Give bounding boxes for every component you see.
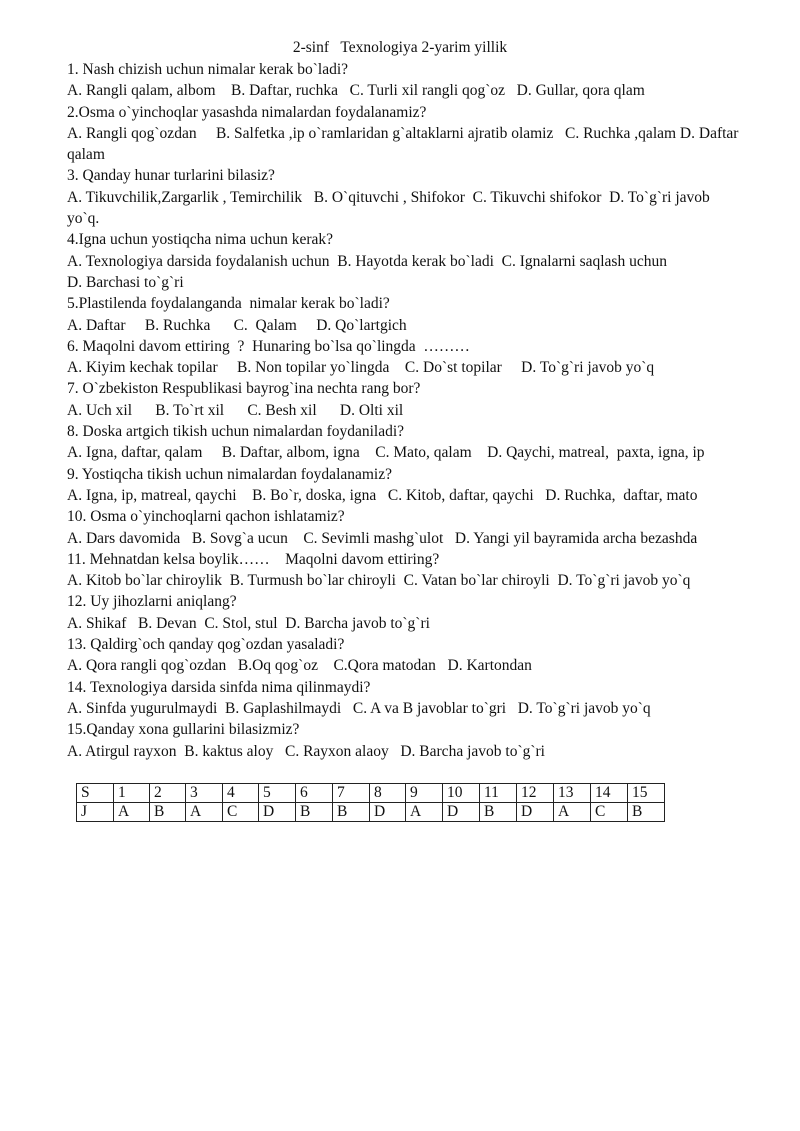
question-line: 8. Doska artgich tikish uchun nimalardan foydaniladi?: [67, 423, 405, 441]
answer-key-cell: S: [77, 784, 114, 803]
page-title: 2-sinf Texnologiya 2-yarim yillik: [292, 39, 508, 56]
answer-key-cell: 8: [370, 784, 406, 803]
answer-key-question-row: [77, 784, 665, 803]
answer-key-cell: 14: [591, 784, 628, 803]
answer-options-line: A. Igna, ip, matreal, qaychi B. Bo`r, doska, igna C. Kitob, daftar, qaychi D. Ruchka, daftar, mato: [67, 486, 698, 504]
question-line: 2.Osma o`yinchoqlar yasashda nimalardan foydalanamiz?: [67, 103, 427, 121]
answer-key-cell: 11: [480, 784, 517, 803]
question-line: 6. Maqolni davom ettiring ? Hunaring bo`lsa qo`lingda ………: [67, 337, 470, 355]
question-line: 10. Osma o`yinchoqlarni qachon ishlatamiz?: [67, 508, 345, 526]
answer-key-cell: B: [628, 803, 665, 822]
answer-options-line: A. Rangli qalam, albom B. Daftar, ruchka C. Turli xil rangli qog`oz D. Gullar, qora qlam: [67, 82, 645, 100]
answer-key-cell: 15: [628, 784, 665, 803]
answer-options-continuation: qalam: [67, 146, 105, 164]
question-line: 14. Texnologiya darsida sinfda nima qilinmaydi?: [67, 678, 371, 696]
answer-key-cell: A: [114, 803, 150, 822]
question-line: 13. Qaldirg`och qanday qog`ozdan yasaladi?: [67, 636, 345, 654]
answer-key-cell: D: [517, 803, 554, 822]
answer-key-cell: C: [591, 803, 628, 822]
answer-options-line: A. Daftar B. Ruchka C. Qalam D. Qo`lartgich: [67, 316, 407, 334]
answer-options-line: A. Igna, daftar, qalam B. Daftar, albom, igna C. Mato, qalam D. Qaychi, matreal, paxta, igna, ip: [67, 444, 705, 462]
answer-key-cell: B: [296, 803, 333, 822]
answer-key-cell: B: [333, 803, 370, 822]
question-line: 3. Qanday hunar turlarini bilasiz?: [67, 167, 275, 185]
answer-options-continuation: yo`q.: [67, 210, 100, 228]
answer-key-cell: 10: [443, 784, 480, 803]
answer-key-table: [76, 783, 665, 822]
question-line: 1. Nash chizish uchun nimalar kerak bo`ladi?: [67, 61, 349, 78]
answer-options-line: A. Atirgul rayxon B. kaktus aloy C. Rayxon alaoy D. Barcha javob to`g`ri: [67, 742, 545, 760]
answer-key-cell: J: [77, 803, 114, 822]
answer-options-line: A. Tikuvchilik,Zargarlik , Temirchilik B. O`qituvchi , Shifokor C. Tikuvchi shifokor D. To`g`ri javob: [67, 188, 710, 206]
question-line: 5.Plastilenda foydalanganda nimalar kerak bo`ladi?: [67, 295, 390, 313]
answer-options-continuation: D. Barchasi to`g`ri: [67, 273, 184, 291]
answer-key-cell: D: [259, 803, 296, 822]
answer-key-cell: 1: [114, 784, 150, 803]
answer-key-answer-row: [77, 803, 665, 822]
answer-key-cell: D: [370, 803, 406, 822]
answer-options-line: A. Texnologiya darsida foydalanish uchun B. Hayotda kerak bo`ladi C. Ignalarni saqlash uchun: [67, 252, 667, 270]
answer-key-cell: 5: [259, 784, 296, 803]
questions-section: [67, 59, 772, 762]
answer-key-cell: 2: [150, 784, 186, 803]
question-line: 15.Qanday xona gullarini bilasizmiz?: [67, 721, 300, 739]
answer-key-cell: A: [406, 803, 443, 822]
answer-key-cell: 9: [406, 784, 443, 803]
answer-options-line: A. Dars davomida B. Sovg`a ucun C. Sevimli mashg`ulot D. Yangi yil bayramida archa bezashda: [67, 529, 698, 547]
answer-key-cell: B: [150, 803, 186, 822]
question-line: 11. Mehnatdan kelsa boylik…… Maqolni davom ettiring?: [67, 550, 440, 568]
answer-key-cell: D: [443, 803, 480, 822]
answer-key-cell: 13: [554, 784, 591, 803]
question-line: 4.Igna uchun yostiqcha nima uchun kerak?: [67, 231, 333, 249]
answer-key-cell: 7: [333, 784, 370, 803]
answer-options-line: A. Sinfda yugurulmaydi B. Gaplashilmaydi C. A va B javoblar to`gri D. To`g`ri javob yo`q: [67, 699, 651, 717]
question-line: 7. O`zbekiston Respublikasi bayrog`ina nechta rang bor?: [67, 380, 421, 398]
answer-key-cell: 3: [186, 784, 223, 803]
answer-options-line: A. Shikaf B. Devan C. Stol, stul D. Barcha javob to`g`ri: [67, 614, 430, 632]
question-line: 12. Uy jihozlarni aniqlang?: [67, 593, 237, 611]
answer-key-cell: 4: [223, 784, 259, 803]
answer-options-line: A. Uch xil B. To`rt xil C. Besh xil D. Olti xil: [67, 401, 404, 419]
answer-key-cell: 6: [296, 784, 333, 803]
answer-key-cell: B: [480, 803, 517, 822]
answer-key-cell: A: [186, 803, 223, 822]
answer-key-cell: A: [554, 803, 591, 822]
question-line: 9. Yostiqcha tikish uchun nimalardan foydalanamiz?: [67, 465, 393, 483]
answer-options-line: A. Kitob bo`lar chiroylik B. Turmush bo`lar chiroyli C. Vatan bo`lar chiroyli D. To`g`ri javob yo`q: [67, 572, 691, 590]
answer-key-cell: C: [223, 803, 259, 822]
answer-options-line: A. Kiyim kechak topilar B. Non topilar yo`lingda C. Do`st topilar D. To`g`ri javob yo`q: [67, 359, 655, 377]
answer-options-line: A. Rangli qog`ozdan B. Salfetka ,ip o`ramlaridan g`altaklarni ajratib olamiz C. Ruchka ,qalam D. Daftar: [67, 124, 739, 142]
answer-key-cell: 12: [517, 784, 554, 803]
answer-options-line: A. Qora rangli qog`ozdan B.Oq qog`oz C.Qora matodan D. Kartondan: [67, 657, 532, 675]
